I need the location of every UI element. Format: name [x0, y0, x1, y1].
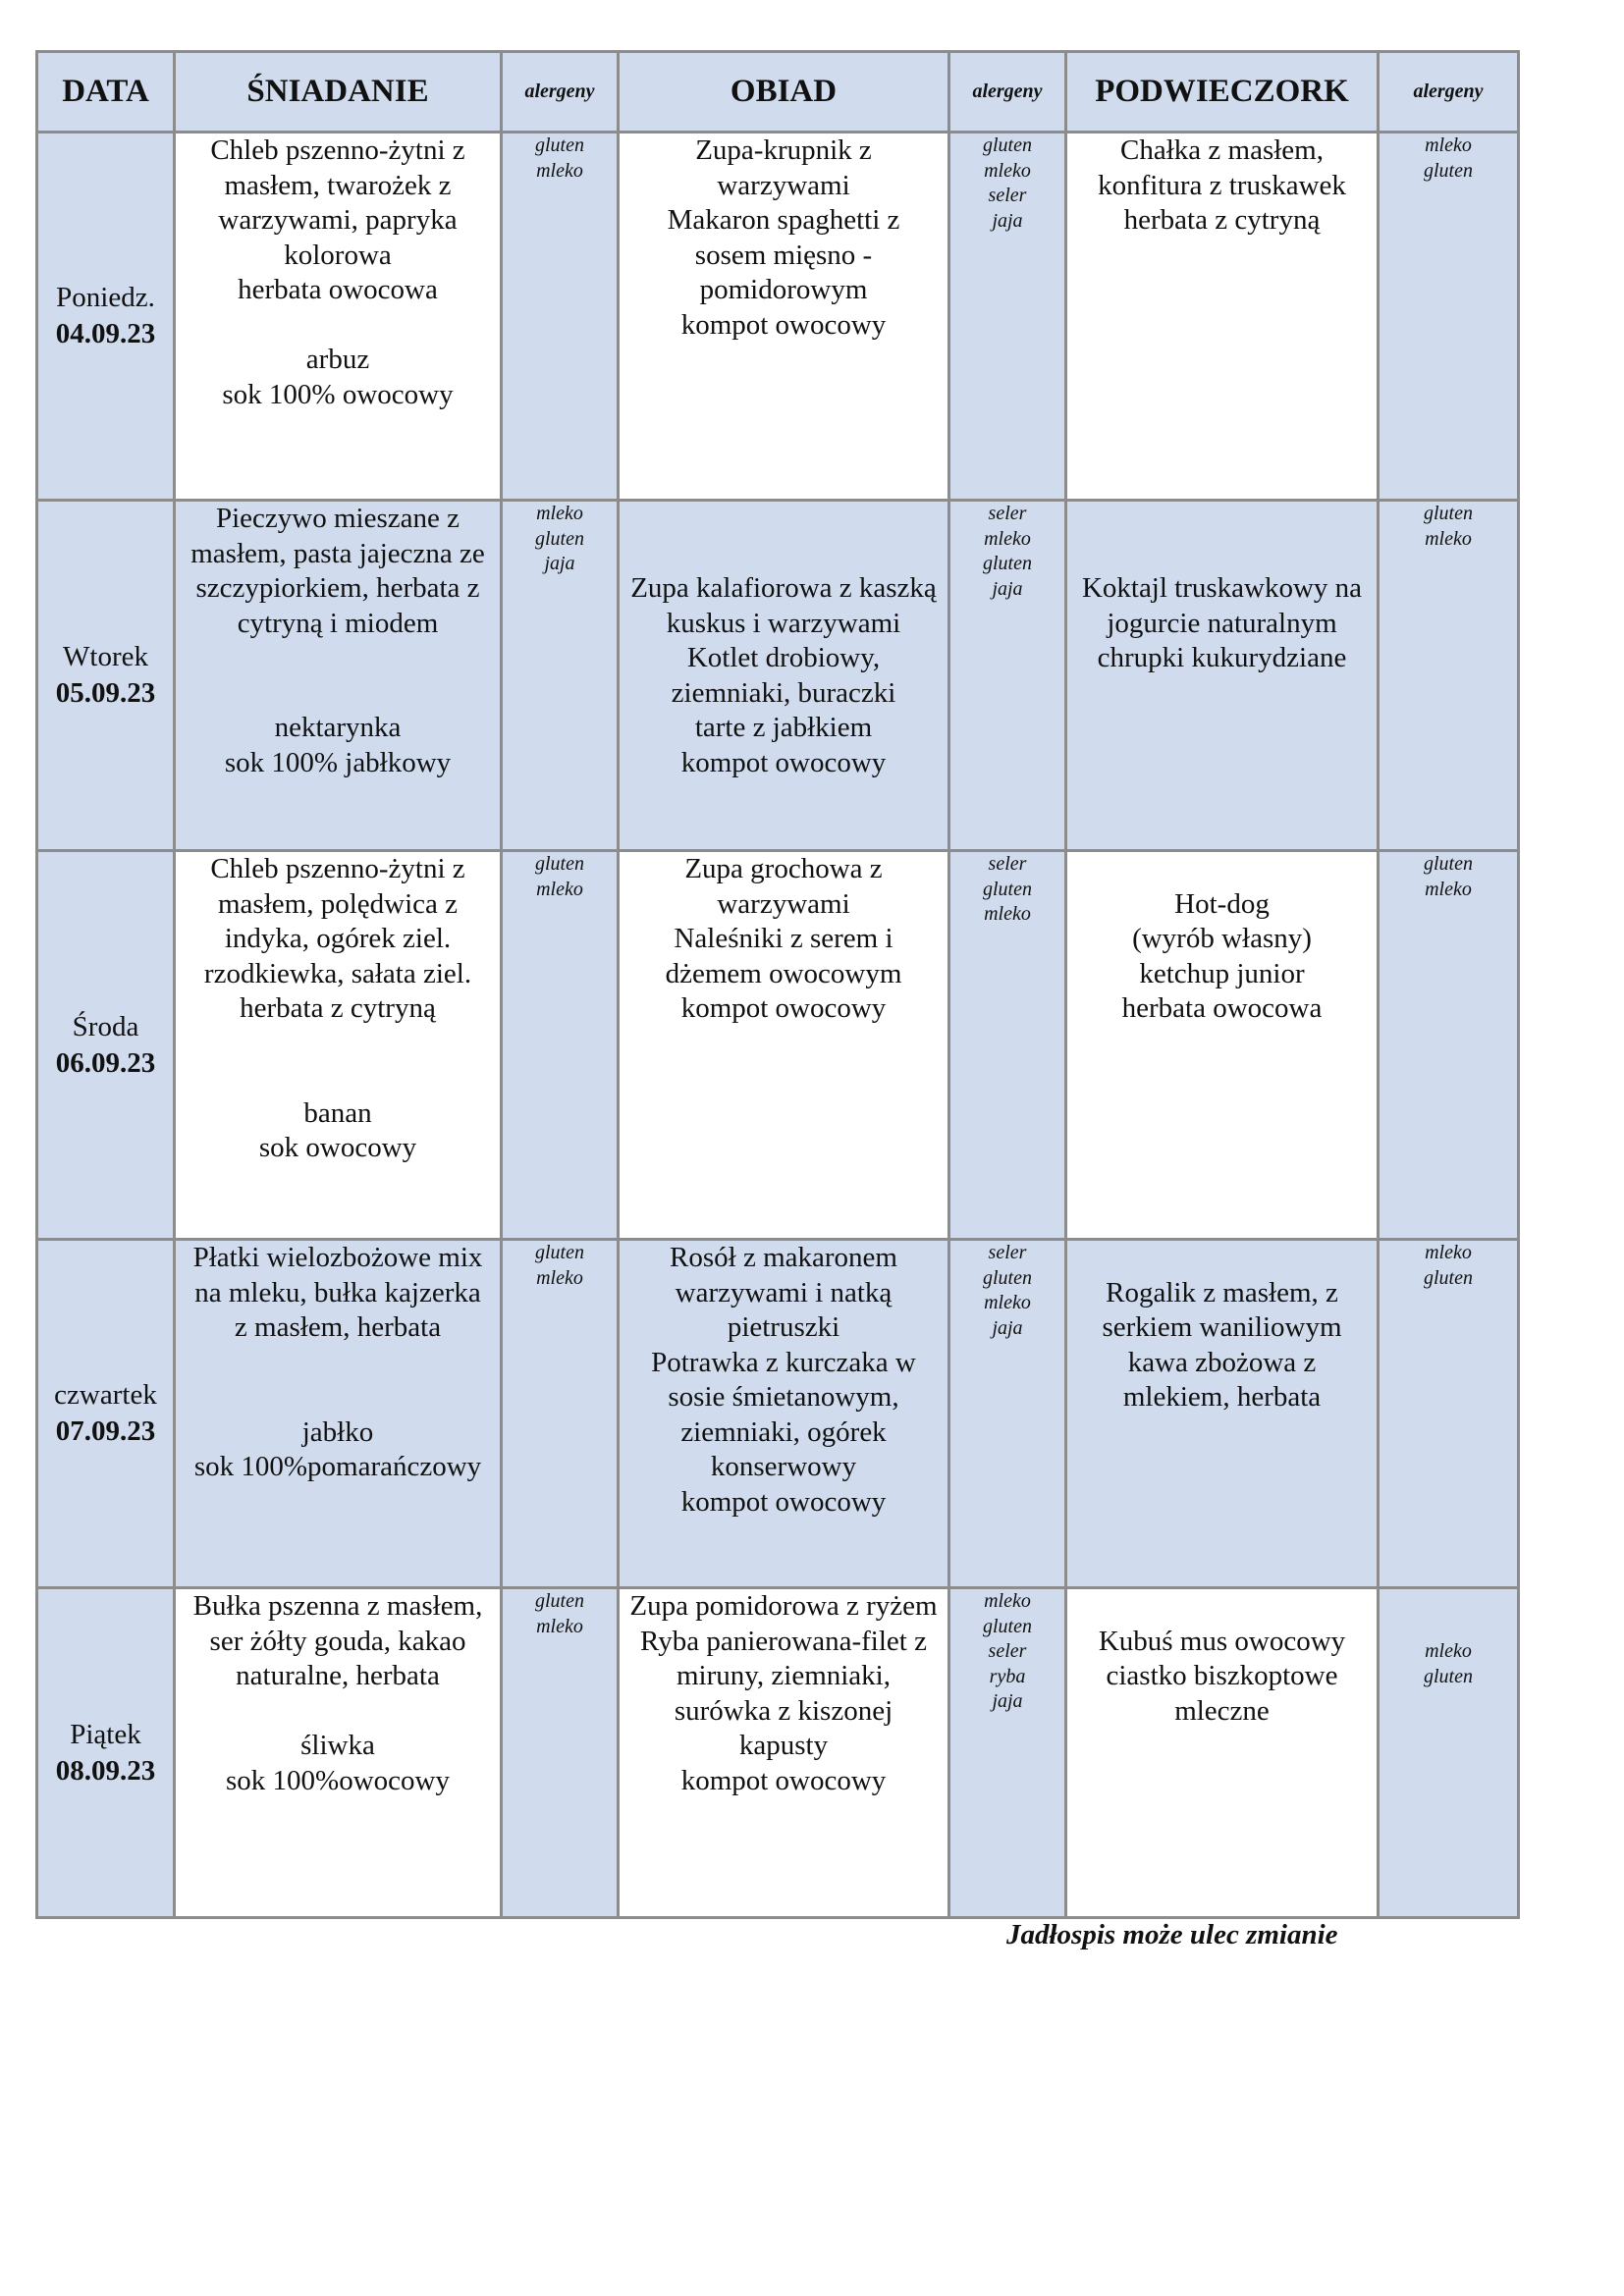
- header-lunch: OBIAD: [619, 52, 949, 133]
- breakfast-allergens-cell-line: mleko: [536, 878, 583, 900]
- lunch-allergens-cell: [949, 133, 1066, 501]
- breakfast-cell: [175, 1588, 502, 1918]
- snack-allergens-cell: [1379, 133, 1519, 501]
- snack-allergens-cell-line: gluten: [1424, 1665, 1473, 1687]
- breakfast-allergens-cell: [502, 1588, 619, 1918]
- lunch-allergens-cell-line: seler: [988, 1242, 1027, 1263]
- lunch-cell-line: kompot owocowy: [680, 746, 887, 778]
- lunch-allergens-cell-line: mleko: [984, 1590, 1031, 1612]
- date-cell: [37, 1588, 175, 1918]
- lunch-cell-line: Rosół z makaronem: [670, 1242, 897, 1273]
- breakfast-cell-line: sok 100% jabłkowy: [224, 746, 452, 778]
- breakfast-cell-line: nektarynka: [274, 712, 402, 743]
- lunch-allergens-cell-line: mleko: [984, 159, 1031, 182]
- breakfast-cell-line: Chleb pszenno-żytni z: [210, 853, 465, 884]
- lunch-cell-line: tarte z jabłkiem: [694, 712, 873, 743]
- lunch-allergens-cell-line: mleko: [984, 1292, 1031, 1313]
- lunch-cell-line: kompot owocowy: [680, 1764, 887, 1796]
- lunch-allergens-cell-line: gluten: [983, 1266, 1032, 1289]
- breakfast-cell-line: naturalne, herbata: [236, 1660, 440, 1691]
- breakfast-cell-line: szczypiorkiem, herbata z: [195, 572, 480, 604]
- snack-allergens-cell-line: gluten: [1424, 503, 1473, 524]
- lunch-allergens-cell-line: seler: [988, 853, 1027, 875]
- breakfast-cell-line: masłem, twarożek z: [224, 169, 452, 201]
- lunch-cell: [619, 1588, 949, 1918]
- header-breakfast: ŚNIADANIE: [175, 52, 502, 133]
- breakfast-allergens-cell: [502, 133, 619, 501]
- day-row: [37, 1240, 1519, 1588]
- snack-cell-line: ciastko biszkoptowe: [1106, 1660, 1338, 1691]
- lunch-cell-line: ziemniaki, buraczki: [671, 676, 896, 709]
- breakfast-cell-line: sok 100%pomarańczowy: [193, 1451, 482, 1482]
- breakfast-cell-line: [176, 308, 500, 344]
- lunch-cell-line: Potrawka z kurczaka w: [651, 1346, 916, 1378]
- day-date: 05.09.23: [55, 677, 156, 709]
- day-date: 06.09.23: [55, 1046, 156, 1079]
- lunch-allergens-cell-line: seler: [988, 503, 1027, 524]
- lunch-allergens-cell-line: ryba: [989, 1665, 1026, 1687]
- breakfast-cell-line: Pieczywo mieszane z: [215, 503, 460, 534]
- lunch-cell-line: sosem mięsno -: [694, 239, 873, 271]
- date-cell: [37, 1240, 175, 1588]
- snack-cell-line: [1067, 1589, 1377, 1625]
- lunch-cell-line: [620, 502, 947, 537]
- snack-cell-line: [1067, 852, 1377, 887]
- day-date: 04.09.23: [55, 318, 156, 349]
- breakfast-cell-line: [176, 1061, 500, 1096]
- header-row: [37, 52, 1519, 133]
- snack-cell-line: chrupki kukurydziane: [1097, 642, 1347, 673]
- lunch-cell-line: Naleśniki z serem i: [674, 923, 893, 954]
- day-name: Środa: [72, 1010, 139, 1042]
- breakfast-cell-line: arbuz: [305, 344, 370, 375]
- snack-cell: [1066, 1588, 1379, 1918]
- lunch-cell-line: Zupa kalafiorowa z kaszką: [630, 572, 937, 604]
- day-row: [37, 851, 1519, 1240]
- lunch-cell-line: miruny, ziemniaki,: [677, 1660, 891, 1691]
- breakfast-allergens-cell-line: mleko: [536, 1266, 583, 1289]
- breakfast-allergens-cell-line: gluten: [535, 1590, 584, 1612]
- lunch-allergens-cell-line: gluten: [983, 553, 1032, 574]
- day-date: 08.09.23: [55, 1754, 156, 1787]
- lunch-allergens-cell-line: jaja: [992, 1690, 1023, 1712]
- breakfast-cell-line: herbata owocowa: [238, 274, 438, 305]
- menu-table: [35, 50, 1520, 1919]
- snack-cell-line: konfitura z truskawek: [1098, 169, 1346, 201]
- date-cell: [37, 133, 175, 501]
- snack-cell-line: Hot-dog: [1174, 887, 1270, 920]
- breakfast-cell-line: Chleb pszenno-żytni z: [210, 134, 465, 166]
- breakfast-cell-line: z masłem, herbata: [234, 1311, 442, 1343]
- lunch-cell: [619, 1240, 949, 1588]
- snack-cell-line: kawa zbożowa z: [1127, 1346, 1317, 1378]
- snack-cell-line: herbata owocowa: [1121, 992, 1323, 1024]
- snack-cell: [1066, 501, 1379, 851]
- snack-allergens-cell-line: mleko: [1425, 1640, 1472, 1662]
- lunch-allergens-cell-line: mleko: [984, 527, 1031, 550]
- breakfast-cell-line: jabłko: [301, 1415, 374, 1448]
- breakfast-allergens-cell-line: mleko: [536, 1615, 583, 1637]
- snack-cell-line: [1067, 537, 1377, 572]
- lunch-allergens-cell-line: gluten: [983, 1615, 1032, 1637]
- breakfast-allergens-cell: [502, 1240, 619, 1588]
- breakfast-allergens-cell-line: gluten: [535, 853, 584, 875]
- lunch-cell-line: pomidorowym: [699, 274, 868, 305]
- menu-body: [37, 133, 1519, 1918]
- lunch-cell-line: warzywami: [717, 887, 850, 920]
- breakfast-cell-line: herbata z cytryną: [240, 992, 436, 1024]
- lunch-allergens-cell: [949, 1240, 1066, 1588]
- lunch-cell-line: Ryba panierowana-filet z: [640, 1625, 927, 1657]
- day-name: czwartek: [54, 1379, 157, 1411]
- snack-allergens-cell-line: mleko: [1425, 527, 1472, 550]
- breakfast-cell-line: ser żółty gouda, kakao: [209, 1625, 466, 1657]
- day-name: Wtorek: [63, 641, 148, 672]
- lunch-cell-line: [620, 537, 947, 572]
- breakfast-cell-line: masłem, pasta jajeczna ze: [190, 537, 485, 569]
- snack-allergens-cell-line: mleko: [1425, 1242, 1472, 1263]
- breakfast-cell: [175, 133, 502, 501]
- snack-cell-line: mlekiem, herbata: [1122, 1381, 1322, 1413]
- lunch-allergens-cell-line: mleko: [984, 903, 1031, 925]
- lunch-cell-line: Zupa pomidorowa z ryżem: [629, 1590, 938, 1622]
- menu-footer-note: Jadłospis może ulec zmianie: [1006, 1919, 1338, 1950]
- snack-allergens-cell-line: mleko: [1425, 134, 1472, 156]
- snack-cell-line: Rogalik z masłem, z: [1106, 1276, 1338, 1308]
- breakfast-allergens-cell-line: jaja: [544, 553, 575, 574]
- lunch-cell-line: warzywami: [717, 169, 850, 201]
- breakfast-cell-line: [176, 1694, 500, 1730]
- header-snack: PODWIECZORK: [1066, 52, 1379, 133]
- lunch-allergens-cell-line: jaja: [992, 577, 1023, 600]
- breakfast-cell-line: Płatki wielozbożowe mix: [192, 1242, 483, 1273]
- lunch-cell-line: konserwowy: [710, 1451, 857, 1482]
- lunch-cell-line: Zupa-krupnik z: [695, 134, 872, 166]
- lunch-cell-line: kuskus i warzywami: [666, 607, 901, 639]
- breakfast-allergens-cell-line: mleko: [536, 159, 583, 182]
- snack-allergens-cell: [1379, 1240, 1519, 1588]
- date-cell: [37, 501, 175, 851]
- snack-cell-line: ketchup junior: [1139, 957, 1305, 989]
- breakfast-allergens-cell: [502, 501, 619, 851]
- breakfast-cell-line: [176, 676, 500, 712]
- lunch-cell-line: Makaron spaghetti z: [667, 204, 900, 236]
- snack-cell-line: Chałka z masłem,: [1120, 134, 1324, 166]
- day-date: 07.09.23: [55, 1415, 156, 1447]
- date-cell: [37, 851, 175, 1240]
- header-date: DATA: [37, 52, 175, 133]
- lunch-cell-line: kompot owocowy: [680, 992, 887, 1024]
- snack-cell-line: jogurcie naturalnym: [1107, 607, 1337, 639]
- snack-cell-line: Koktajl truskawkowy na: [1081, 572, 1363, 604]
- breakfast-cell-line: sok 100% owocowy: [222, 378, 454, 410]
- breakfast-allergens-cell-line: gluten: [535, 1242, 584, 1263]
- lunch-cell: [619, 501, 949, 851]
- lunch-cell-line: warzywami i natką: [675, 1276, 893, 1308]
- day-row: [37, 133, 1519, 501]
- breakfast-cell-line: rzodkiewka, sałata ziel.: [203, 957, 472, 989]
- snack-allergens-cell: [1379, 1588, 1519, 1918]
- lunch-allergens-cell: [949, 851, 1066, 1240]
- breakfast-cell: [175, 501, 502, 851]
- snack-cell-line: [1067, 502, 1377, 537]
- snack-allergens-cell-line: gluten: [1424, 1266, 1473, 1289]
- breakfast-cell-line: indyka, ogórek ziel.: [224, 923, 452, 954]
- lunch-cell: [619, 851, 949, 1240]
- header-allergens-lunch: alergeny: [949, 52, 1066, 133]
- lunch-cell-line: pietruszki: [727, 1311, 840, 1343]
- breakfast-cell-line: [176, 1380, 500, 1415]
- snack-allergens-cell: [1379, 851, 1519, 1240]
- snack-allergens-cell-line: mleko: [1425, 878, 1472, 900]
- breakfast-cell-line: Bułka pszenna z masłem,: [192, 1590, 483, 1622]
- lunch-allergens-cell-line: seler: [988, 1640, 1027, 1662]
- breakfast-allergens-cell-line: mleko: [536, 503, 583, 524]
- breakfast-cell-line: sok owocowy: [258, 1132, 417, 1163]
- lunch-cell-line: Kotlet drobiowy,: [686, 642, 881, 673]
- lunch-cell-line: ziemniaki, ogórek: [680, 1415, 887, 1448]
- breakfast-cell-line: [176, 1027, 500, 1062]
- lunch-allergens-cell: [949, 501, 1066, 851]
- lunch-cell-line: kompot owocowy: [680, 1485, 887, 1518]
- lunch-cell-line: Zupa grochowa z: [684, 853, 883, 884]
- breakfast-cell-line: masłem, polędwica z: [218, 887, 458, 920]
- snack-allergens-cell-line: gluten: [1424, 159, 1473, 182]
- day-name: Poniedz.: [56, 282, 155, 313]
- snack-cell-line: herbata z cytryną: [1123, 204, 1321, 236]
- header-allergens-snack: alergeny: [1379, 52, 1519, 133]
- breakfast-cell-line: kolorowa: [284, 239, 392, 271]
- breakfast-cell-line: warzywami, papryka: [218, 204, 458, 236]
- lunch-allergens-cell-line: gluten: [983, 134, 1032, 156]
- breakfast-cell-line: cytryną i miodem: [237, 607, 439, 639]
- breakfast-allergens-cell-line: gluten: [535, 527, 584, 550]
- lunch-allergens-cell: [949, 1588, 1066, 1918]
- breakfast-cell-line: na mleku, bułka kajzerka: [194, 1276, 481, 1308]
- snack-cell: [1066, 133, 1379, 501]
- snack-cell-line: (wyrób własny): [1132, 923, 1312, 954]
- breakfast-cell: [175, 1240, 502, 1588]
- header-allergens-breakfast: alergeny: [502, 52, 619, 133]
- lunch-allergens-cell-line: gluten: [983, 878, 1032, 900]
- snack-cell: [1066, 1240, 1379, 1588]
- breakfast-cell: [175, 851, 502, 1240]
- day-name: Piątek: [70, 1718, 141, 1750]
- lunch-cell-line: kapusty: [738, 1730, 829, 1761]
- snack-cell-line: serkiem waniliowym: [1102, 1311, 1342, 1343]
- snack-cell-line: Kubuś mus owocowy: [1098, 1625, 1346, 1657]
- day-row: [37, 1588, 1519, 1918]
- lunch-cell-line: sosie śmietanowym,: [668, 1381, 899, 1413]
- lunch-cell: [619, 133, 949, 501]
- day-row: [37, 501, 1519, 851]
- breakfast-cell-line: sok 100%owocowy: [226, 1764, 450, 1796]
- snack-cell: [1066, 851, 1379, 1240]
- breakfast-cell-line: banan: [303, 1096, 372, 1129]
- snack-allergens-cell-line: gluten: [1424, 853, 1473, 875]
- breakfast-allergens-cell-line: gluten: [535, 134, 584, 156]
- snack-allergens-cell-line: [1380, 1589, 1517, 1615]
- lunch-cell-line: kompot owocowy: [680, 308, 887, 341]
- snack-allergens-cell-line: [1380, 1615, 1517, 1640]
- snack-allergens-cell: [1379, 501, 1519, 851]
- lunch-cell-line: surówka z kiszonej: [674, 1694, 893, 1727]
- lunch-allergens-cell-line: seler: [988, 185, 1027, 206]
- snack-cell-line: [1067, 1241, 1377, 1276]
- lunch-allergens-cell-line: jaja: [992, 209, 1023, 232]
- breakfast-cell-line: [176, 641, 500, 676]
- breakfast-cell-line: śliwka: [300, 1730, 375, 1761]
- lunch-cell-line: dżemem owocowym: [665, 957, 902, 989]
- snack-cell-line: mleczne: [1174, 1694, 1270, 1727]
- lunch-allergens-cell-line: jaja: [992, 1316, 1023, 1339]
- breakfast-cell-line: [176, 1346, 500, 1381]
- breakfast-allergens-cell: [502, 851, 619, 1240]
